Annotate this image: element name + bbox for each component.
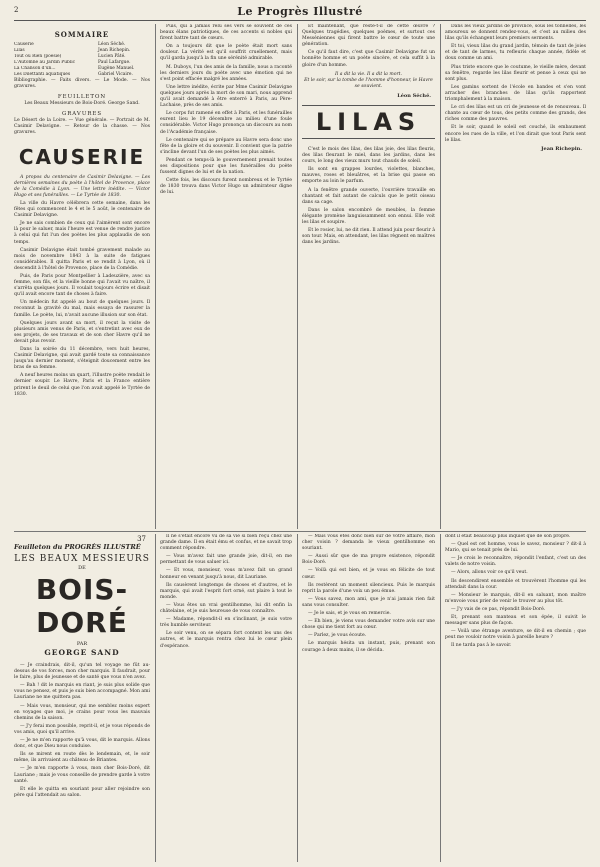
paragraph: Le marquis hésita un instant, puis, prenant son courage à deux mains, il se décida. [302,641,435,653]
paragraph: — Mais vous, monsieur, qui me semblez moins expert en voyages que moi, je crains pour vous les mauvais chemins de la saison. [14,703,150,721]
gravures-text: Le Désert de la Loire. — Vue générale. — Portrait de M. Casimir Delavigne. — Retour de la chasse. — Nos gravures. [14,118,150,136]
paragraph: Cette fois, les discours furent nombreux et le Tyrtée de 1830 trouva dans Victor Hugo un admirateur digne de lui. [160,178,292,196]
paragraph: Et le soir, quand le soleil est couché, ils embaument encore les rues de la ville, et l'on dirait que tout Paris sent le lilas. [445,125,586,143]
feuilleton-heading: FEUILLETON [57,94,107,101]
feuilleton-divider [14,531,586,532]
paragraph: Puis, qui a jamais relu ses vers se souvient de ces beaux élans patriotiques, de ces accents si nobles qui firent battre tant de cœurs. [160,24,292,42]
paragraph: C'est le mois des lilas, des lilas joie, des lilas fleuris, des lilas fleurant le miel, dans les jardins, dans les cours, le long des vieux murs tout chauds de soleil. [302,146,435,165]
column-rule [155,24,156,529]
par-label: PAR [76,641,88,647]
masthead [14,4,586,21]
paragraph: Le cri des lilas est un cri de jeunesse et de renouveau. Il chante au cœur de tous, des petits comme des grands, des riches comme des pauvres. [445,105,586,123]
paragraph: — Monsieur le marquis, dit-il en saluant, mon maître m'envoie vous prier de venir le trouver au plus tôt. [445,592,586,604]
paragraph: Le soir venu, on se sépara fort content les uns des autres, et le marquis rentra chez lui le cœur plein d'espérance. [160,631,292,649]
paragraph: A neuf heures moins un quart, l'illustre poète rendait le dernier soupir. Le Havre, Paris et la France entière prirent le deuil de celui que l'on avait appelé le Tyrtée de 1830. [14,373,150,397]
causerie-title: CAUSERIE [18,144,146,169]
feuilleton-header [14,534,150,551]
paragraph: — Eh bien, je viens vous demander votre avis sur une chose qui me tient fort au cœur. [302,619,435,631]
column-rule [440,24,441,529]
novel-title-main: BOIS-DORÉ [35,573,129,639]
closing-verse: Il a dit la vie. Il a dit la mort. Et le soir, sur la tombe de l'homme d'honneur, le Havre se souvient. [304,71,433,89]
paragraph: dont il était beaucoup plus inquiet que de son propre. [445,534,571,539]
paragraph: — J'y vais de ce pas, répondit Bois-Doré. [451,606,546,612]
feuilleton-column-3 [302,534,435,862]
paragraph: Puis, de Paris pour Montpellier à Ladeuzière, avec sa femme, son fils, et la vieille bonne qui l'avait vu naître, il s'arrêta quelques jours. Il voulait toujours écrire et disait qu'il avait encore tant de choses à faire. [14,273,150,298]
paragraph: Le centenaire qui se prépare au Havre sera donc une fête de la gloire et du souvenir. Il convient que la patrie s'incline devant l'un de ses poètes les plus aimés. [160,137,292,155]
paragraph: Casimir Delavigne était tombé gravement malade au mois de novembre 1843 à la suite de fatigues considérables. Il quitta Paris et se rendit à Lyon, où il descendit à l'hôtel de Provence, place de la Comédie. [14,247,150,271]
paragraph: Ils sont en grappes lourdes, violettes, blanches, mauves, roses et bleuâtres, et la brise qui passe en emporte au loin le parfum. [302,167,435,185]
feuilleton-label: Feuilleton du PROGRÈS ILLUSTRÉ [14,543,141,551]
paragraph: Un médecin fut appelé au bout de quelques jours. Il reconnut la gravité du mal, mais essaya de rassurer la famille. Le poète, lui, n'avait aucune illusion sur son état. [14,300,150,318]
feuilleton-column-4 [445,534,586,862]
paragraph: Ils causèrent longtemps de choses et d'autres, et le marquis, qui avait l'esprit fort orné, sut plaire à tout le monde. [160,582,292,600]
sommaire-item: Tout ou Rien (poésie) Lucien Pâté. [14,54,126,59]
paragraph: Dans le salon encombré de meubles, la femme élégante promène languissamment son ennui. Elle voit les lilas et soupire. [302,207,435,225]
paragraph: — Alors, allons voir ce qu'il veut. [451,570,528,576]
sommaire-item: Bibliographie. — Faits divers. — Le Mode. — Nos gravures. [14,78,150,90]
column-rule [440,534,441,862]
paragraph: — Quel est cet homme, vous le savez, monsieur ? dit-il à Mario, qui se tenait près de lui. [445,542,586,554]
paragraph: Ils se mirent en route dès le lendemain, et, le soir même, ils arrivaient au château de Briantes. [14,752,150,764]
paragraph: Ils descendirent ensemble et trouvèrent l'homme qui les attendait dans la cour. [445,578,586,590]
sommaire-item: Causerie Léon Séché. [14,42,126,47]
lilas-signature: Jean Richepin. [541,145,582,152]
paragraph: Et, prenant son manteau et son épée, il suivit le messager sans plus de façon. [445,615,586,627]
paragraph: Et elle le quitta en souriant pour aller rejoindre son père qui l'attendait au salon. [14,786,150,798]
paragraph: Quelques jours avant sa mort, il reçut la visite de plusieurs amis venus de Paris, et s'entretint avec eux de ses projets, de ses travaux et de son cher Havre qu'il ne devait plus revoir. [14,320,150,344]
feuilleton-line: Les Beaux Messieurs de Bois-Doré. George Sand. [24,101,140,107]
novel-author: GEORGE SAND [44,648,120,657]
paragraph: A la fenêtre grande ouverte, l'ouvrière travaille en chantant et fait autant de calculs que le petit oiseau dans sa cage. [302,187,435,205]
paragraph: — Je craindrais, dit-il, qu'un tel voyage ne fût au-dessus de vos forces, mon cher marquis. Il faudrait, pour le faire, plus de jeunesse et de santé que vous n'en avez. [14,663,150,681]
paragraph: — Et vous, monsieur, vous m'avez fait un grand honneur en venant jusqu'à nous, dit Lauriane. [160,568,292,580]
paragraph: — Je le sais, et je vous en remercie. [308,611,391,617]
paragraph: Dans les vieux jardins de province, sous les tonnelles, les amoureux se donnent rendez-vous, et c'est au milieu des lilas qu'ils échangent leurs premiers serments. [445,24,586,42]
paragraph: Ils restèrent un moment silencieux. Puis le marquis reprit la parole d'une voix un peu émue. [302,582,435,594]
sommaire-item: Les Dilettanti aquatiques Gabriel Vicaire. [14,72,133,77]
lilas-title: LILAS [302,105,435,139]
paragraph: Et le rosier, lui, ne dit rien. Il attend juin pour fleurir à son tour. Mais, en attendant, les lilas règnent en maîtres dans les jardins. [302,228,435,246]
paragraph: Plus triste encore que le coutume, le vieille mère, devant sa fenêtre, regarde les lilas fleurir et pense à ceux qui ne sont plus. [445,64,586,82]
paragraph: Je ne sais combien de ceux qui l'aimèrent sont encore là pour le saluer, mais l'heure est venue de rendre justice à celui qui fut l'un des poètes les plus applaudis de son temps. [14,221,150,245]
column-rule [155,534,156,862]
paragraph: — Je crois le reconnaître, répondit l'enfant, c'est un des valets de notre voisin. [445,556,586,568]
column-rule [297,24,298,529]
paragraph: — Voilà une étrange aventure, se dit-il en chemin ; que peut me vouloir notre voisin à pareille heure ? [445,629,586,641]
paragraph: — Madame, répondit-il en s'inclinant, je suis votre très humble serviteur. [160,617,292,629]
paragraph: Ce qu'il faut dire, c'est que Casimir Delavigne fut un honnête homme et un poète sincère, et cela suffit à la gloire d'un homme. [302,50,435,68]
newspaper-title: Le Progrès Illustré [237,5,363,18]
paragraph: — Parlez, je vous écoute. [308,633,367,639]
causerie-signature: Léon Séché. [397,92,431,99]
paragraph: Les gamins sortent de l'école en bandes et s'en vont arracher des branches de lilas qu'ils rapportent triomphalement à la maison. [445,84,586,103]
column-3 [302,24,435,529]
paragraph: — Aussi sûr que de ma propre existence, répondit Bois-Doré. [302,554,435,566]
feuilleton-number: 37 [137,535,146,543]
column-4 [445,24,586,529]
column-2 [160,24,292,529]
paragraph: — Je m'en rapporte à vous, mon cher Bois-Doré, dit Lauriane ; mais je vous conseille de prendre garde à votre santé. [14,766,150,784]
feuilleton-column-2 [160,534,292,862]
paragraph: Dans la soirée du 11 décembre, vers huit heures, Casimir Delavigne, qui avait gardé toute sa connaissance jusqu'au dernier moment, s'éteignit doucement entre les bras de sa femme. [14,347,150,371]
paragraph: Il ne tarda pas à le savoir. [451,643,512,649]
causerie-summary: A propos du centenaire de Casimir Delavigne. — Les dernières semaines du poète à l'hôtel de Provence, place de la Comédie à Lyon. — Une lettre inédite. — Victor Hugo et ses funérailles. — Le Tyrtée de 1830. [14,174,150,198]
paragraph: — Vous savez, mon ami, que je n'ai jamais rien fait sans vous consulter. [302,596,435,608]
paragraph: La ville du Havre célébrera cette semaine, dans les fêtes qui commencent le 4 et le 5 août, le centenaire de Casimir Delavigne. [14,200,150,219]
sommaire-list [14,42,150,90]
sommaire-item: Lilas Jean Richepin. [14,48,131,53]
page-number: 2 [14,6,19,14]
sommaire-item: La Chanson d'un... Eugène Manuel. [14,66,135,71]
paragraph: On a toujours dit que le poète était mort sans douleur. La vérité est qu'il souffrit cruellement, mais qu'il garda jusqu'à la fin une sérénité admirable. [160,44,292,62]
paragraph: — Je ne m'en rapporte qu'à vous, dit le marquis. Allons donc, et que Dieu nous conduise. [14,738,150,750]
paragraph: M. Duboys, l'un des amis de la famille, nous a raconté les derniers jours du poète avec une émotion qui ne s'est point effacée malgré les années. [160,64,292,82]
paragraph: — Bah ! dit le marquis en riant, je suis plus solide que vous ne pensez, et puis je suis bien accompagné. Mon ami Lauriane ne me quittera pas. [14,683,150,701]
gravures-heading: GRAVURES [61,111,103,118]
novel-title-top: LES BEAUX MESSIEURS [14,554,150,564]
column-1 [14,24,150,529]
paragraph: — Mais vous êtes donc bien sûr de votre affaire, mon cher voisin ? demanda le vieux gentilhomme en souriant. [302,534,435,552]
sommaire-item: L'Automne au Jardin Public Paul Lafargue. [14,60,131,65]
paragraph: Le corps fut ramené en effet à Paris, et les funérailles eurent lieu le 19 décembre au milieu d'une foule considérable. Victor Hugo prononça un discours au nom de l'Académie française. [160,111,292,135]
paragraph: Pendant ce temps-là le gouvernement prenait toutes ses dispositions pour que les funérailles du poète fussent dignes de lui et de la nation. [160,157,292,176]
novel-title-de: DE [78,565,86,571]
paragraph: Il ne s'était encore vu de sa vie si bien reçu chez une grande dame. Il en était ému et confus, et ne savait trop comment répondre. [160,534,292,552]
paragraph: — J'y ferai mon possible, reprit-il, et je vous réponds de vos amis, quoi qu'il arrive. [14,723,150,735]
paragraph: — Vous m'avez fait une grande joie, dit-il, en me permettant de vous saluer ici. [160,554,292,566]
paragraph: Et maintenant, que reste-t-il de cette œuvre ? Quelques tragédies, quelques poèmes, et surtout ces Messéniennes qui firent battre le cœur de toute une génération. [302,24,435,48]
paragraph: Et toi, vieux lilas du grand jardin, témoin de tant de joies et de tant de larmes, tu refleuris chaque année, fidèle et doux comme un ami. [445,44,586,62]
sommaire-title: SOMMAIRE [54,30,110,39]
paragraph: Une lettre inédite, écrite par Mme Casimir Delavigne quelques jours après la mort de son mari, nous apprend qu'il avait demandé à être enterré à Paris, au Père-Lachaise, près de ses amis. [160,84,292,109]
paragraph: — Vous êtes un vrai gentilhomme, lui dit enfin la châtelaine, et je suis heureuse de vous connaître. [160,602,292,615]
column-rule [297,534,298,862]
feuilleton-column-1 [14,534,150,862]
paragraph: — Voilà qui est bien, et je vous en félicite de tout cœur. [302,568,435,580]
